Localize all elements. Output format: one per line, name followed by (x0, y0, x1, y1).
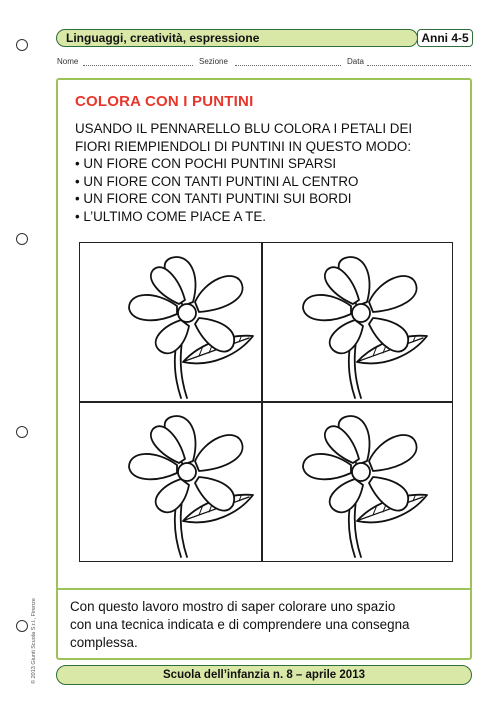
section-label: Sezione (199, 57, 228, 66)
binder-hole-icon (16, 39, 28, 51)
instruction-line: • L’ULTIMO COME PIACE A TE. (75, 208, 266, 224)
note-line: complessa. (70, 635, 138, 650)
grid-divider-horizontal (79, 401, 453, 403)
flower-outline-icon[interactable] (105, 409, 275, 559)
note-line: con una tecnica indicata e di comprendere una consegna (70, 617, 410, 632)
exercise-title: COLORA CON I PUNTINI (75, 93, 254, 110)
name-field[interactable] (83, 65, 193, 66)
instruction-line: • UN FIORE CON POCHI PUNTINI SPARSI (75, 156, 337, 171)
date-field[interactable] (367, 65, 471, 66)
section-field[interactable] (235, 65, 341, 66)
binder-hole-icon (16, 426, 28, 438)
exercise-instructions (75, 120, 465, 225)
student-info-fields (57, 56, 471, 68)
binder-hole-icon (16, 620, 28, 632)
binder-hole-icon (16, 233, 28, 245)
flower-outline-icon[interactable] (279, 409, 449, 559)
learning-objective-note (70, 598, 460, 652)
flower-outline-icon[interactable] (105, 250, 275, 400)
card-divider (56, 588, 472, 590)
instruction-line: FIORI RIEMPIENDOLI DI PUNTINI IN QUESTO MODO: (75, 138, 412, 154)
flower-outline-icon[interactable] (279, 250, 449, 400)
copyright-notice: © 2013 Giunti Scuola S.r.l., Firenze (31, 598, 37, 684)
date-label: Data (347, 57, 364, 66)
publication-footer: Scuola dell’infanzia n. 8 – aprile 2013 (56, 665, 472, 685)
note-line: Con questo lavoro mostro di saper colorare uno spazio (70, 599, 396, 614)
name-label: Nome (57, 57, 79, 66)
instruction-line: • UN FIORE CON TANTI PUNTINI AL CENTRO (75, 173, 359, 189)
instruction-line: • UN FIORE CON TANTI PUNTINI SUI BORDI (75, 191, 352, 206)
page-category-title: Linguaggi, creatività, espressione (66, 31, 260, 45)
age-badge: Anni 4-5 (417, 29, 473, 47)
instruction-line: USANDO IL PENNARELLO BLU COLORA I PETALI DEI (75, 121, 413, 136)
